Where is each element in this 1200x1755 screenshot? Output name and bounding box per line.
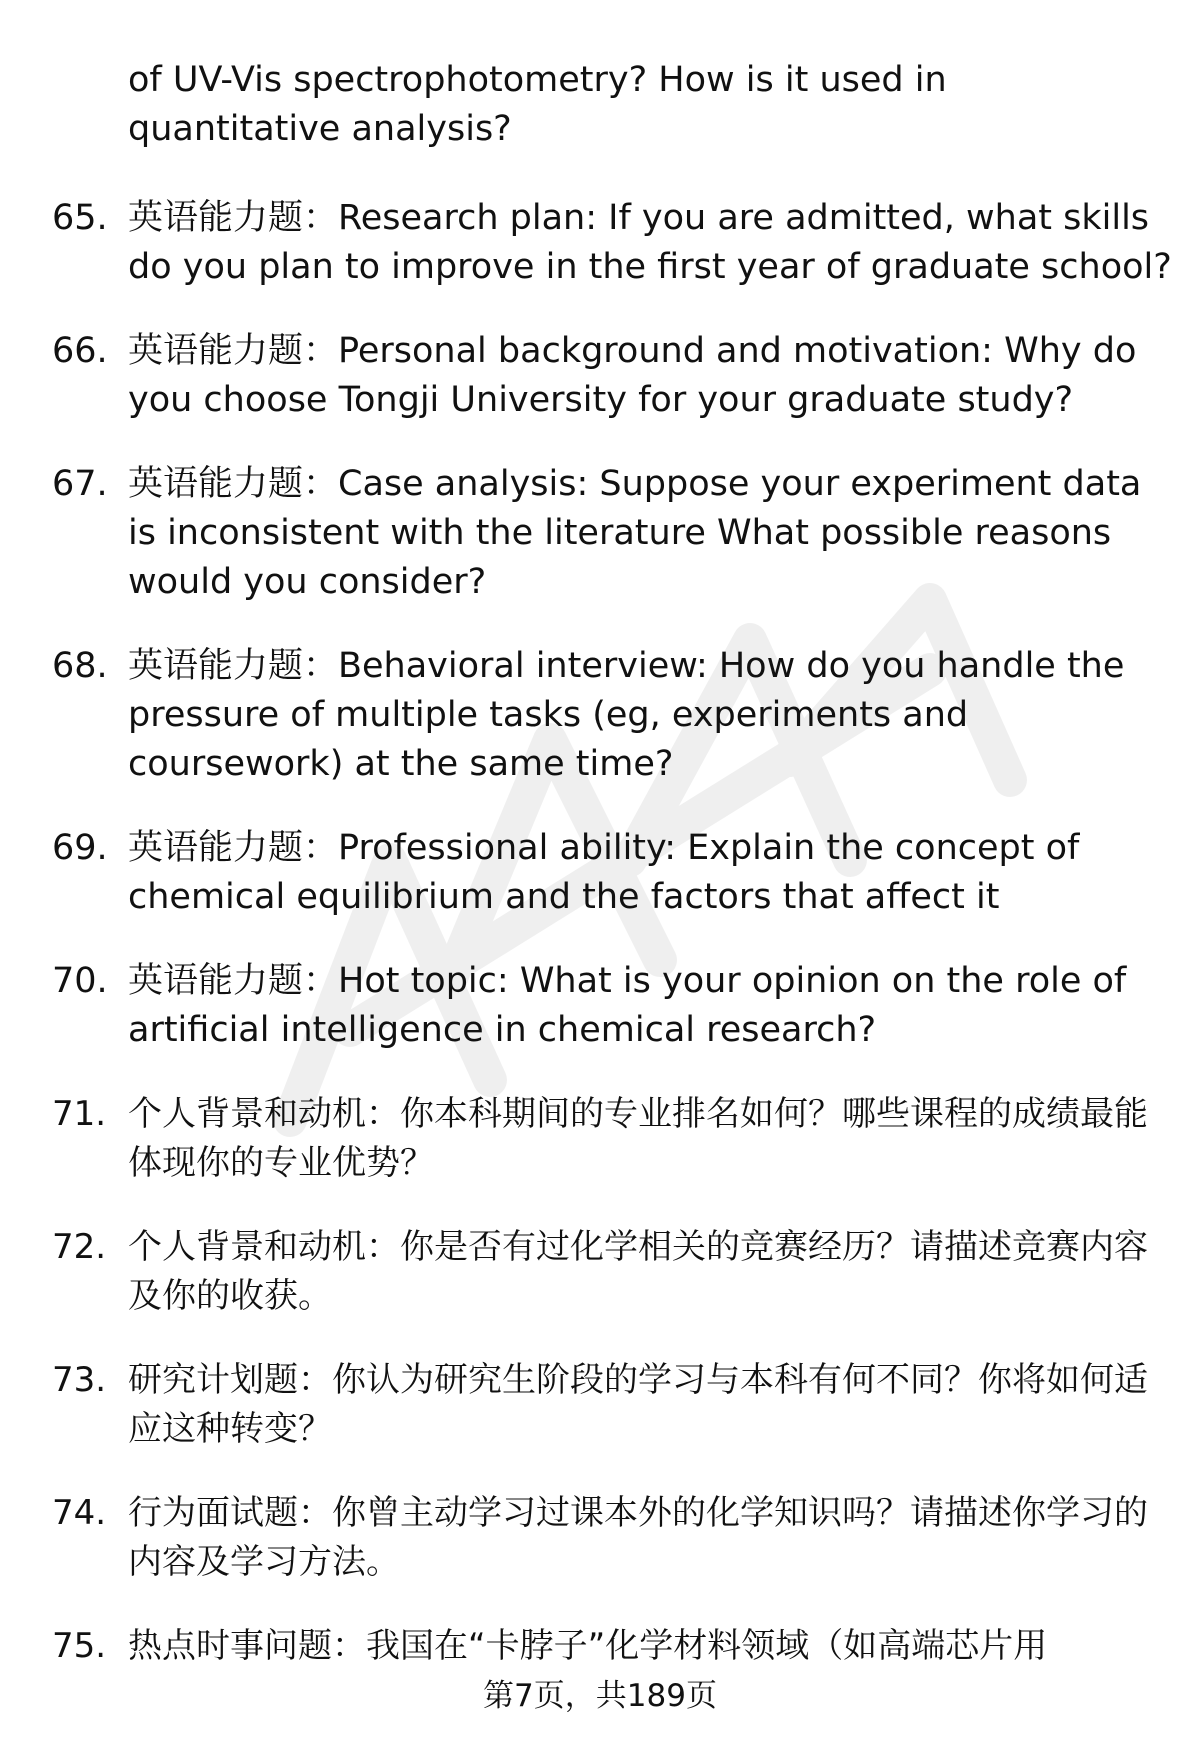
- list-item: [0, 957, 1200, 1055]
- list-item: [0, 1356, 1200, 1454]
- question-number: 74.: [52, 1493, 107, 1533]
- question-text: 个人背景和动机：你是否有过化学相关的竞赛经历？请描述竞赛内容及你的收获。: [128, 1227, 1148, 1316]
- question-number: 65.: [52, 198, 108, 238]
- question-text: 行为面试题：你曾主动学习过课本外的化学知识吗？请描述你学习的内容及学习方法。: [128, 1493, 1148, 1582]
- question-number: 75.: [52, 1626, 107, 1666]
- question-text: 英语能力题：Behavioral interview: How do you handle the pressure of multiple tasks (eg, experiments and coursework) at the same time?: [128, 646, 1125, 784]
- question-number: 66.: [52, 331, 108, 371]
- list-item: [0, 1489, 1200, 1587]
- list-item: [0, 642, 1200, 789]
- list-item: [0, 824, 1200, 922]
- question-text: 英语能力题：Case analysis: Suppose your experiment data is inconsistent with the literature What possible reasons would you consider?: [128, 464, 1142, 602]
- question-number: 68.: [52, 646, 108, 686]
- list-item: [0, 194, 1200, 292]
- question-number: 71.: [52, 1094, 107, 1134]
- question-text: 英语能力题：Research plan: If you are admitted, what skills do you plan to improve in the first year of graduate school?: [128, 198, 1172, 287]
- question-list: [0, 194, 1200, 1706]
- question-text: 热点时事问题：我国在“卡脖子”化学材料领域（如高端芯片用: [128, 1626, 1048, 1666]
- question-text: 英语能力题：Personal background and motivation: Why do you choose Tongji University for your graduate study?: [128, 331, 1137, 420]
- page-footer: 第7页，共189页: [483, 1678, 717, 1714]
- list-item: [0, 1223, 1200, 1321]
- list-item: [0, 460, 1200, 607]
- continued-question-text: of UV-Vis spectrophotometry? How is it used in quantitative analysis?: [128, 60, 947, 149]
- question-text: 研究计划题：你认为研究生阶段的学习与本科有何不同？你将如何适应这种转变？: [128, 1360, 1148, 1449]
- list-item: [0, 327, 1200, 425]
- question-number: 72.: [52, 1227, 107, 1267]
- question-number: 73.: [52, 1360, 107, 1400]
- question-number: 69.: [52, 828, 108, 868]
- question-text: 英语能力题：Hot topic: What is your opinion on the role of artificial intelligence in chemical research?: [128, 961, 1127, 1050]
- question-number: 70.: [52, 961, 108, 1001]
- list-item: [0, 1090, 1200, 1188]
- question-text: 英语能力题：Professional ability: Explain the concept of chemical equilibrium and the factors that affect it: [128, 828, 1080, 917]
- list-item: [0, 1622, 1200, 1671]
- question-number: 67.: [52, 464, 108, 504]
- question-text: 个人背景和动机：你本科期间的专业排名如何？哪些课程的成绩最能体现你的专业优势？: [128, 1094, 1148, 1183]
